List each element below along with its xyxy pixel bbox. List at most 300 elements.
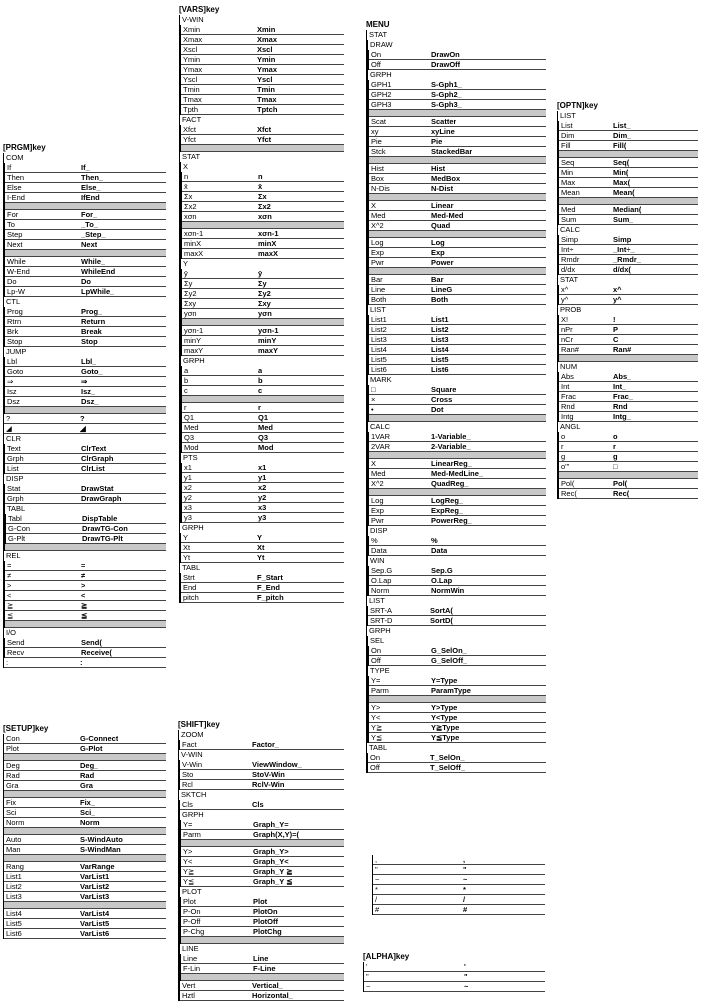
command-label: G-Plot — [80, 744, 103, 753]
key-label: Y≧ — [183, 867, 195, 876]
command-label: Linear — [431, 201, 454, 210]
key-label: Goto — [7, 367, 24, 376]
command-label: ȳ — [258, 269, 263, 278]
key-label: < — [7, 591, 12, 600]
command-label: Σxy — [258, 299, 271, 308]
command-label: Horizontal_ — [252, 991, 293, 1000]
submenu-group — [4, 484, 166, 551]
menu-row — [182, 493, 344, 503]
command-label: r — [258, 403, 261, 412]
key-label: ȳ — [184, 269, 188, 278]
key-label: x2 — [184, 483, 192, 492]
command-label: " — [463, 865, 467, 874]
key-label: c — [184, 386, 188, 395]
key-label: r — [561, 442, 564, 451]
submenu-stat: STAT — [182, 152, 201, 161]
key-label: r — [184, 403, 187, 412]
menu-row — [181, 45, 344, 55]
key-label: O.Lap — [371, 576, 392, 585]
row-separator — [182, 396, 344, 403]
key-label: ~ — [366, 982, 371, 991]
menu-row — [369, 80, 546, 90]
key-label: Tpth — [183, 105, 199, 114]
key-label: Pwr — [371, 258, 384, 267]
key-label: Brk — [7, 327, 19, 336]
menu-row — [4, 744, 166, 754]
command-label: y^ — [613, 295, 622, 304]
command-label: RclV-Win — [252, 780, 285, 789]
menu-row — [5, 494, 166, 504]
menu-row — [373, 905, 545, 915]
menu-row — [6, 534, 166, 544]
command-label: ⇒ — [81, 377, 88, 386]
menu-row — [181, 135, 344, 145]
menu-row — [182, 309, 344, 319]
command-label: Gra — [80, 781, 93, 790]
row-separator — [559, 355, 698, 362]
menu-row — [559, 265, 698, 275]
row-separator — [4, 902, 166, 909]
key-label: Deg — [6, 761, 20, 770]
command-label: LineG — [431, 285, 453, 294]
menu-row — [559, 141, 698, 151]
menu-row — [181, 25, 344, 35]
menu-row — [559, 205, 698, 215]
key-label: ⇒ — [7, 377, 14, 386]
key-label: Xmax — [183, 35, 203, 44]
key-label: " — [375, 865, 378, 874]
key-label: g — [561, 452, 566, 461]
menu-row — [559, 372, 698, 382]
command-label: ◢ — [80, 424, 86, 433]
key-label: minY — [184, 336, 202, 345]
block-body — [179, 15, 344, 603]
block-body — [557, 111, 698, 499]
menu-row — [181, 75, 344, 85]
key-label: Exp — [371, 248, 384, 257]
key-label: × — [371, 395, 376, 404]
key-label: x1 — [184, 463, 192, 472]
command-label: _Rmdr_ — [613, 255, 641, 264]
command-label: Graph_Y> — [253, 847, 289, 856]
key-label: Hist — [371, 164, 384, 173]
command-label: StoV-Win — [252, 770, 285, 779]
command-label: ' — [464, 962, 466, 971]
command-label: Deg_ — [80, 761, 99, 770]
submenu-rel: REL — [6, 551, 21, 560]
menu-row — [180, 760, 344, 770]
submenu-grph: GRPH — [369, 626, 391, 635]
command-label: Receive( — [81, 648, 112, 657]
submenu-line: LINE — [182, 944, 199, 953]
submenu-group — [367, 636, 546, 743]
key-label: Y≧ — [371, 723, 383, 732]
command-label: If_ — [81, 163, 90, 172]
command-label: List6 — [431, 365, 449, 374]
key-label: List6 — [371, 365, 387, 374]
command-label: _To_ — [81, 220, 98, 229]
key-label: List5 — [6, 919, 22, 928]
key-label: nCr — [561, 335, 574, 344]
menu-row — [5, 638, 166, 648]
menu-row — [369, 656, 546, 666]
key-label: GPH2 — [371, 90, 392, 99]
command-label: VarList1 — [80, 872, 110, 881]
command-label: Log — [431, 238, 445, 247]
key-label: n — [184, 172, 189, 181]
command-label: VarList3 — [80, 892, 110, 901]
key-label: Int÷ — [561, 245, 574, 254]
command-label: Xfct — [257, 125, 272, 134]
command-label: Mod — [258, 443, 274, 452]
command-label: Y<Type — [431, 713, 458, 722]
key-label: yσn-1 — [184, 326, 204, 335]
menu-row — [181, 857, 344, 867]
key-label: Seq — [561, 158, 575, 167]
menu-row — [6, 514, 166, 524]
command-label: Graph(X,Y)=( — [253, 830, 300, 839]
key-label: Off — [371, 60, 381, 69]
menu-row — [4, 798, 166, 808]
key-label: Σy2 — [184, 289, 197, 298]
key-label: Sto — [182, 770, 194, 779]
key-label: y1 — [184, 473, 192, 482]
menu-row — [4, 929, 166, 939]
menu-row — [182, 289, 344, 299]
command-label: < — [81, 591, 86, 600]
key-label: # — [375, 905, 380, 914]
key-label: Norm — [371, 586, 390, 595]
submenu-group — [368, 676, 546, 743]
key-label: Sci — [6, 808, 17, 817]
command-label: maxY — [258, 346, 279, 355]
submenu-group — [180, 573, 344, 603]
block-body — [372, 855, 545, 915]
key-label: Fact — [182, 740, 197, 749]
menu-row — [182, 212, 344, 222]
command-label: SortD( — [430, 616, 453, 625]
menu-row — [559, 235, 698, 245]
submenu-tabl: TABL — [182, 563, 201, 572]
key-label: List6 — [6, 929, 22, 938]
command-label: Send( — [81, 638, 102, 647]
command-label: Rnd — [613, 402, 628, 411]
key-label: Log — [371, 496, 384, 505]
submenu-group — [179, 740, 344, 750]
key-label: W-End — [7, 267, 30, 276]
submenu-tabl: TABL — [369, 743, 388, 752]
key-label: : — [6, 658, 9, 667]
menu-row — [369, 536, 546, 546]
menu-row — [4, 872, 166, 882]
submenu-disp: DISP — [370, 526, 388, 535]
menu-row — [5, 230, 166, 240]
submenu-group — [181, 366, 344, 453]
key-label: On — [371, 50, 382, 59]
key-label: List — [7, 464, 19, 473]
command-label: Min( — [613, 168, 629, 177]
submenu-group — [181, 463, 344, 523]
menu-row — [182, 386, 344, 396]
command-label: Med-Med — [431, 211, 464, 220]
key-label: Med — [561, 205, 576, 214]
key-label: Q3 — [184, 433, 195, 442]
key-label: Y> — [371, 703, 381, 712]
key-label: Data — [371, 546, 387, 555]
menu-row — [5, 387, 166, 397]
menu-row — [369, 723, 546, 733]
menu-row — [181, 830, 344, 840]
menu-row — [369, 442, 546, 452]
submenu-group — [368, 432, 546, 526]
command-label: Int_ — [613, 382, 627, 391]
key-label: List3 — [371, 335, 387, 344]
key-label: Rcl — [182, 780, 193, 789]
menu-row — [182, 279, 344, 289]
key-block-prgm-key — [3, 143, 166, 668]
submenu-com: COM — [6, 153, 24, 162]
row-separator — [369, 194, 546, 201]
menu-row — [369, 703, 546, 713]
menu-row — [5, 287, 166, 297]
menu-row — [182, 192, 344, 202]
command-label: Goto_ — [81, 367, 103, 376]
command-label: S-Gph1_ — [431, 80, 462, 89]
command-label: VarRange — [80, 862, 115, 871]
row-separator — [369, 110, 546, 117]
command-label: Graph_Y< — [253, 857, 289, 866]
key-label: Σxy — [184, 299, 197, 308]
menu-row — [369, 174, 546, 184]
menu-row — [368, 753, 546, 763]
menu-row — [368, 606, 546, 616]
command-label: Q3 — [258, 433, 269, 442]
command-label: Factor_ — [252, 740, 280, 749]
submenu-group — [368, 646, 546, 666]
command-label: F_End — [257, 583, 280, 592]
command-label: y1 — [258, 473, 267, 482]
key-label: Isz — [7, 387, 17, 396]
menu-row — [559, 452, 698, 462]
command-label: yσn-1 — [258, 326, 279, 335]
command-label: Norm — [80, 818, 100, 827]
command-label: DrawTG-Con — [82, 524, 128, 533]
row-separator — [182, 319, 344, 326]
key-label: Mod — [184, 443, 199, 452]
key-label: Off — [370, 763, 380, 772]
key-label: a — [184, 366, 189, 375]
submenu-group — [558, 432, 698, 499]
key-label: xσn — [184, 212, 197, 221]
submenu-tabl: TABL — [7, 504, 26, 513]
menu-row — [369, 345, 546, 355]
submenu-calc: CALC — [370, 422, 391, 431]
menu-row — [4, 835, 166, 845]
key-label: G-Con — [8, 524, 31, 533]
command-label: Yfct — [257, 135, 272, 144]
command-label: Rad — [80, 771, 95, 780]
key-block-alpha-key — [363, 952, 545, 992]
key-block-menu — [366, 20, 546, 773]
key-label: yσn — [184, 309, 197, 318]
key-label: Σx — [184, 192, 193, 201]
submenu-group — [367, 606, 546, 626]
menu-row — [559, 315, 698, 325]
submenu-group — [368, 385, 546, 422]
menu-row — [559, 392, 698, 402]
key-label: Xt — [183, 543, 191, 552]
command-label: maxX — [258, 249, 279, 258]
menu-row — [369, 211, 546, 221]
menu-row — [5, 337, 166, 347]
command-label: StackedBar — [431, 147, 473, 156]
key-label: Off — [371, 656, 381, 665]
key-label: Ran# — [561, 345, 579, 354]
menu-row — [364, 972, 545, 982]
command-label: ? — [80, 414, 85, 423]
submenu-group — [181, 269, 344, 356]
submenu-group — [4, 561, 166, 628]
command-label: Exp — [431, 248, 445, 257]
key-label: To — [7, 220, 15, 229]
menu-row — [5, 444, 166, 454]
command-label: Pie — [431, 137, 443, 146]
submenu-group — [180, 162, 344, 523]
submenu-group — [558, 285, 698, 305]
key-label: ≦ — [7, 611, 14, 620]
command-label: G-Connect — [80, 734, 119, 743]
command-label: Yt — [257, 553, 265, 562]
command-label: Y>Type — [431, 703, 458, 712]
menu-row — [5, 173, 166, 183]
key-label: Rad — [6, 771, 20, 780]
command-label: NormWin — [431, 586, 465, 595]
command-label: MedBox — [431, 174, 461, 183]
submenu-i-o: I/O — [6, 628, 17, 637]
menu-row — [4, 658, 166, 668]
menu-row — [364, 982, 545, 992]
key-label: Yt — [183, 553, 191, 562]
menu-row — [369, 325, 546, 335]
menu-row — [559, 432, 698, 442]
menu-row — [180, 770, 344, 780]
key-label: G-Plt — [8, 534, 26, 543]
key-label: List4 — [371, 345, 387, 354]
key-label: Y= — [183, 820, 193, 829]
command-label: Pol( — [613, 479, 628, 488]
menu-row — [369, 405, 546, 415]
command-label: T_SelOn_ — [430, 753, 465, 762]
key-label: X^2 — [371, 221, 384, 230]
menu-row — [5, 571, 166, 581]
key-label: Y≦ — [371, 733, 383, 742]
menu-row — [181, 543, 344, 553]
key-label: Max — [561, 178, 576, 187]
key-label: , — [375, 855, 378, 864]
row-separator — [5, 407, 166, 414]
menu-row — [373, 895, 545, 905]
key-label: Pie — [371, 137, 382, 146]
menu-row — [559, 412, 698, 422]
command-label: y3 — [258, 513, 267, 522]
command-label: List3 — [431, 335, 449, 344]
menu-row — [182, 202, 344, 212]
row-separator — [181, 145, 344, 152]
menu-row — [368, 616, 546, 626]
key-label: P-On — [183, 907, 201, 916]
menu-row — [559, 188, 698, 198]
menu-row — [5, 397, 166, 407]
menu-row — [181, 105, 344, 115]
menu-row — [369, 248, 546, 258]
key-label: Norm — [6, 818, 25, 827]
key-label: Rtrn — [7, 317, 22, 326]
key-label: List2 — [6, 882, 22, 891]
command-label: ≦ — [81, 611, 88, 620]
key-label: Else — [7, 183, 22, 192]
menu-row — [369, 479, 546, 489]
command-label: DrawStat — [81, 484, 114, 493]
submenu-group — [558, 315, 698, 362]
command-label: Intg_ — [613, 412, 631, 421]
menu-row — [369, 137, 546, 147]
menu-row — [181, 533, 344, 543]
key-label: Rec( — [561, 489, 577, 498]
menu-row — [181, 35, 344, 45]
menu-row — [180, 800, 344, 810]
key-label: Tabl — [8, 514, 22, 523]
command-label: □ — [613, 462, 618, 471]
key-label: Rang — [6, 862, 24, 871]
command-label: Σx2 — [258, 202, 271, 211]
key-label: y2 — [184, 493, 192, 502]
key-label: Exp — [371, 506, 384, 515]
key-label: List1 — [371, 315, 387, 324]
command-label: WhileEnd — [81, 267, 116, 276]
key-label: Then — [7, 173, 25, 182]
key-label: □ — [371, 385, 376, 394]
menu-row — [559, 245, 698, 255]
key-label: Send — [7, 638, 25, 647]
menu-row — [182, 463, 344, 473]
menu-row — [559, 402, 698, 412]
block-body — [3, 734, 166, 939]
command-label: g — [613, 452, 618, 461]
command-label: List2 — [431, 325, 449, 334]
menu-row — [369, 275, 546, 285]
command-label: ViewWindow_ — [252, 760, 302, 769]
submenu-angl: ANGL — [560, 422, 581, 431]
block-title: [SHIFT]key — [178, 720, 220, 729]
key-label: Stck — [371, 147, 386, 156]
menu-row — [369, 686, 546, 696]
menu-row — [559, 382, 698, 392]
menu-row — [5, 454, 166, 464]
command-label: xyLine — [431, 127, 455, 136]
menu-row — [369, 335, 546, 345]
key-label: Vert — [182, 981, 196, 990]
submenu-type: TYPE — [370, 666, 390, 675]
submenu-group — [180, 897, 344, 944]
command-label: Plot — [253, 897, 268, 906]
menu-row — [181, 954, 344, 964]
key-label: Med — [371, 469, 386, 478]
key-label: Parm — [183, 830, 201, 839]
key-label: Yfct — [183, 135, 196, 144]
key-label: x̄ — [184, 182, 188, 191]
menu-row — [4, 424, 166, 434]
command-label: Dot — [431, 405, 444, 414]
